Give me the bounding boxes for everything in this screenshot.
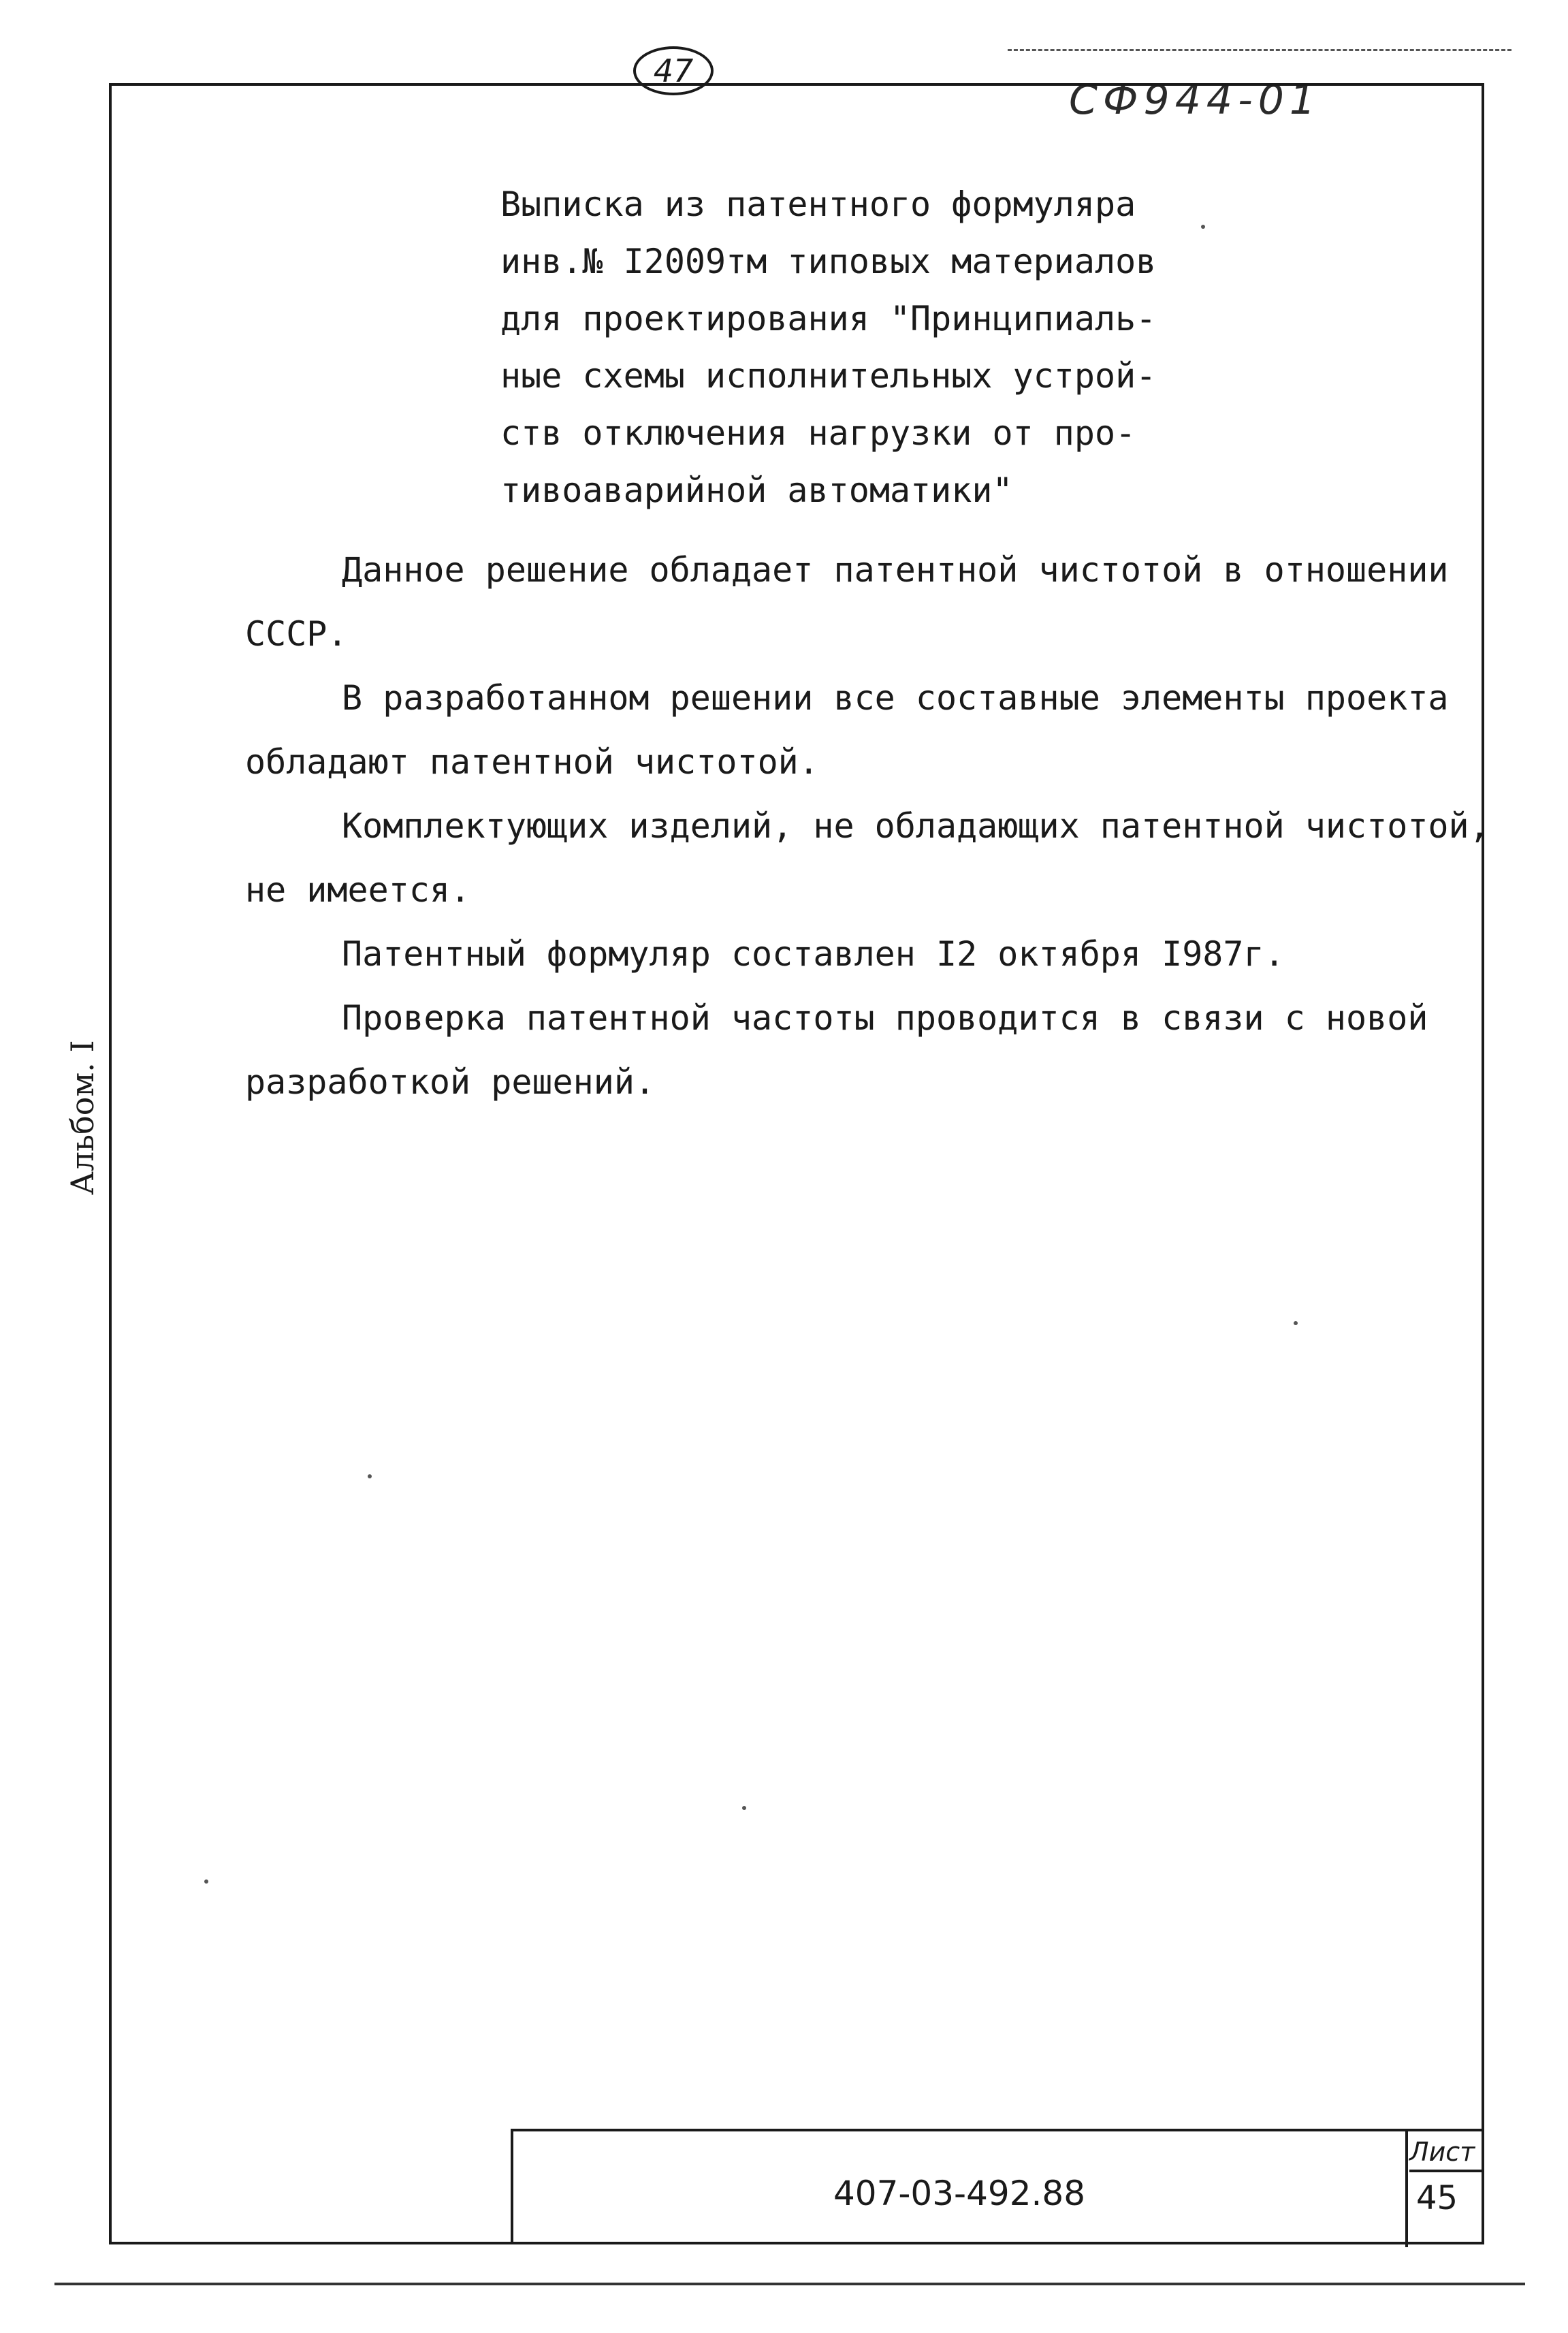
- archive-code-handwritten: СФ944-01: [1069, 76, 1322, 124]
- title-block-stamp: [511, 2129, 1484, 2244]
- paragraph-first-line: Данное решение обладает патентной чистотой в отношении: [342, 550, 1449, 590]
- paragraph-first-line: В разработанном решении все составные элементы проекта: [342, 678, 1449, 718]
- scan-speck: [742, 1806, 746, 1810]
- scan-speck: [204, 1879, 208, 1884]
- heading-line: Выписка из патентного формуляра: [500, 185, 1136, 224]
- paragraph-first-line: Проверка патентной частоты проводится в связи с новой: [342, 998, 1428, 1038]
- paragraph-continuation: не имеется.: [245, 870, 471, 910]
- document-heading: [500, 176, 1181, 519]
- sheet-number: 45: [1416, 2179, 1458, 2217]
- stamp-divider: [1405, 2131, 1408, 2247]
- paragraph-continuation: СССР.: [245, 614, 348, 654]
- paragraph-verification: [245, 986, 1443, 1114]
- paragraph-continuation: разработкой решений.: [245, 1062, 656, 1102]
- paragraph-elements-purity: [245, 666, 1449, 794]
- paragraph-first-line: Комплектующих изделий, не обладающих патентной чистотой,: [342, 806, 1490, 846]
- document-code: 407-03-492.88: [833, 2174, 1086, 2213]
- heading-line: тивоаварийной автоматики": [500, 471, 1013, 510]
- album-label-vertical: Альбом. I: [64, 1040, 101, 1195]
- paragraph-compiled-date: [245, 922, 1443, 986]
- paragraph-patent-purity-ussr: [245, 538, 1449, 666]
- heading-line: ств отключения нагрузки от про-: [500, 413, 1136, 453]
- scan-speck: [368, 1474, 372, 1478]
- bottom-edge-line: [54, 2283, 1525, 2285]
- page-number-circled: 47: [633, 46, 714, 95]
- scan-speck: [1294, 1321, 1298, 1325]
- heading-line: инв.№ I2009тм типовых материалов: [500, 242, 1157, 281]
- heading-line: ные схемы исполнительных устрой-: [500, 356, 1157, 396]
- heading-line: для проектирования "Принципиаль-: [500, 299, 1157, 338]
- paragraph-components: [245, 794, 1490, 922]
- paragraph-first-line: Патентный формуляр составлен I2 октября I987г.: [342, 934, 1285, 974]
- top-dashed-line: [1008, 49, 1511, 51]
- sheet-label: Лист: [1409, 2134, 1484, 2172]
- scan-speck: [1201, 225, 1205, 229]
- paragraph-continuation: обладают патентной чистотой.: [245, 742, 819, 782]
